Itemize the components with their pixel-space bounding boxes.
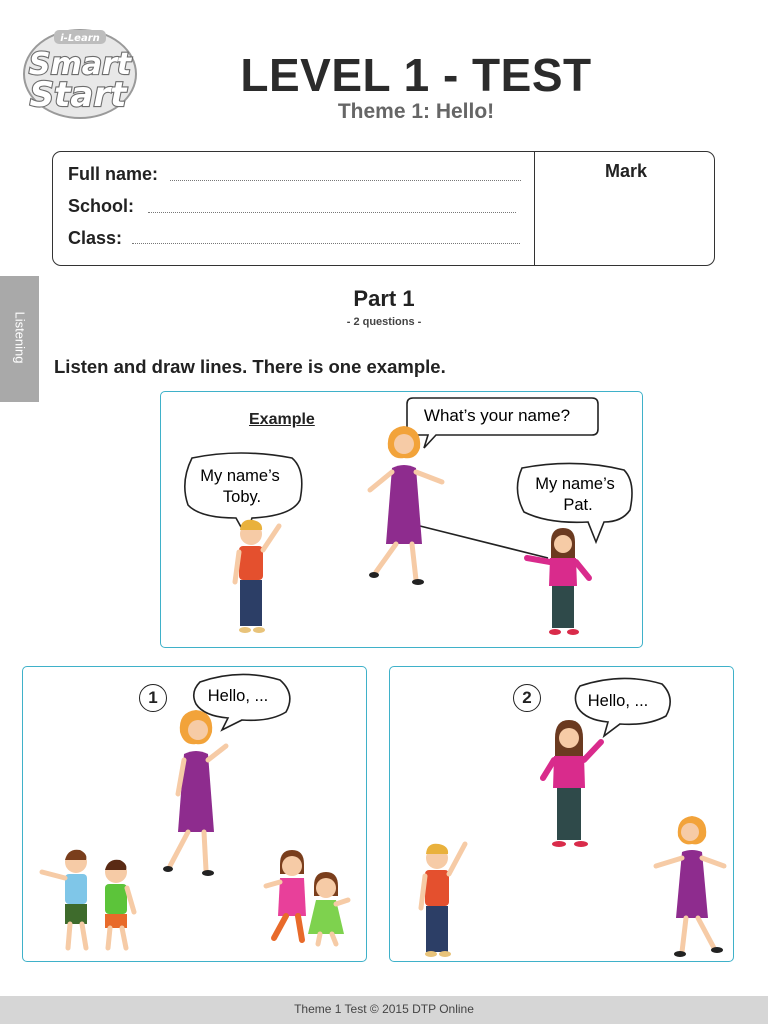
part-title: Part 1	[353, 286, 415, 311]
logo-line2: Start	[29, 75, 127, 115]
bubble-toby-line1: My name’s	[200, 467, 280, 485]
full-name-label: Full name:	[68, 164, 159, 184]
class-label: Class:	[68, 228, 123, 248]
page-footer: Theme 1 Test © 2015 DTP Online	[0, 996, 768, 1024]
bubble-toby-line2: Toby.	[222, 488, 262, 506]
side-tab-label: Listening	[12, 311, 28, 364]
page-subtitle: Theme 1: Hello!	[337, 100, 495, 123]
bubble-q1-text: Hello, ...	[207, 687, 269, 705]
page-title: LEVEL 1 - TEST	[240, 49, 592, 101]
question-1-number: 1	[139, 684, 167, 712]
speech-bubble-q2	[575, 678, 670, 736]
instruction-text: Listen and draw lines. There is one example.	[54, 356, 446, 377]
bubble-q2-text: Hello, ...	[587, 692, 649, 710]
logo-line1: Smart	[28, 47, 132, 82]
girl-figure-q2	[543, 720, 601, 847]
bubble-pat-line1: My name’s	[535, 475, 615, 493]
bubble-pat-line2: Pat.	[563, 496, 593, 514]
example-label: Example	[249, 411, 315, 428]
woman-figure-q2	[656, 816, 724, 957]
part-subtitle: - 2 questions -	[346, 316, 422, 328]
bubble-question-text: What’s your name?	[423, 406, 571, 425]
question-2-number: 2	[513, 684, 541, 712]
logo-top-text: i-Learn	[60, 33, 100, 44]
mark-label: Mark	[604, 161, 648, 181]
boy-figure-q2	[421, 844, 465, 957]
school-label: School:	[68, 196, 134, 216]
